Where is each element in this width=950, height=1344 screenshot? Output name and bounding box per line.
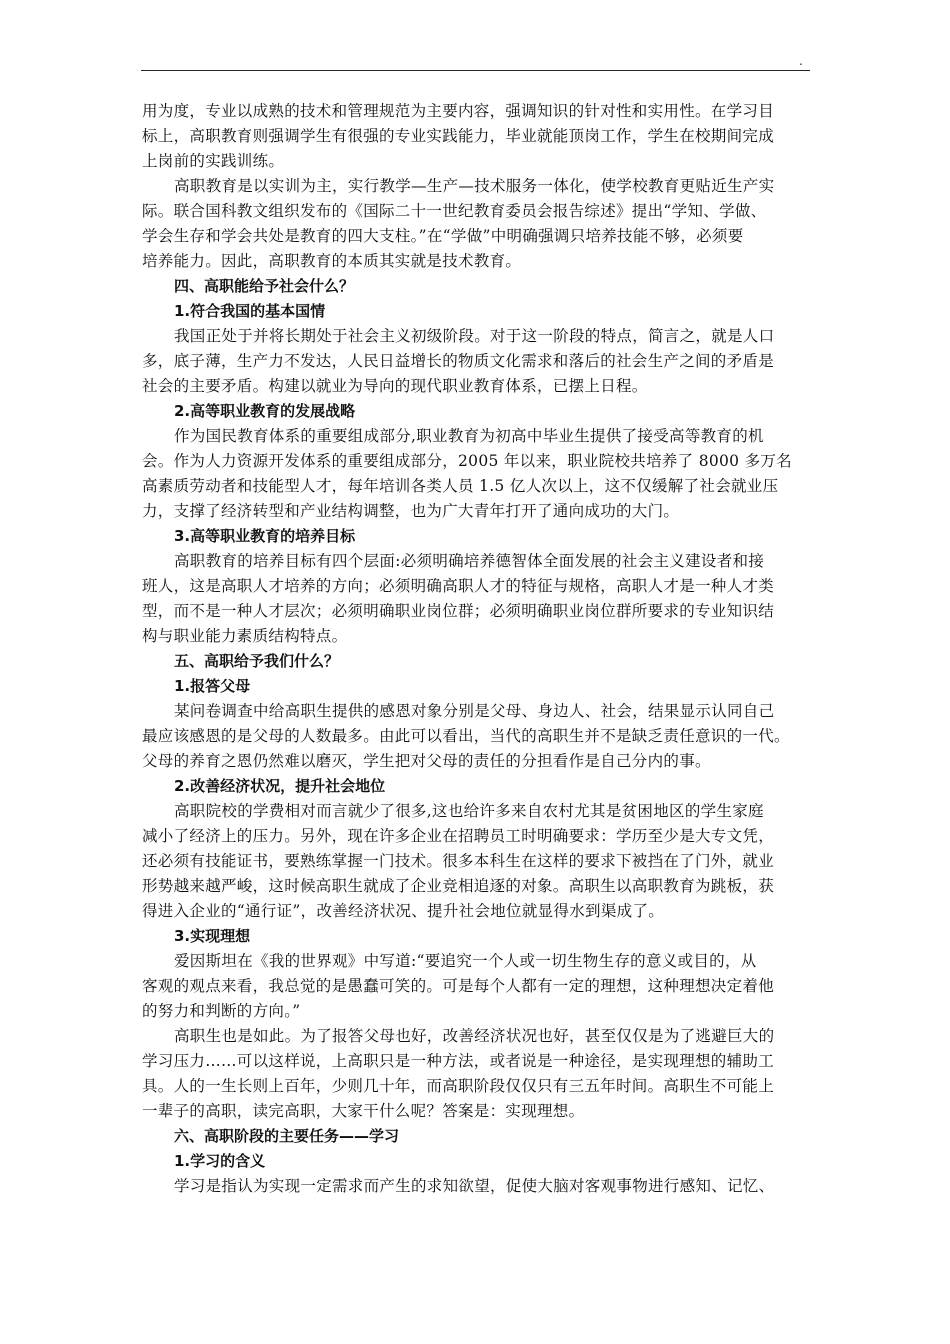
- paragraph: [142, 1024, 812, 1124]
- text-line: 学习压力……可以这样说，上高职只是一种方法，或者说是一种途径，是实现理想的辅助工: [142, 1052, 775, 1070]
- text-line: 高素质劳动者和技能型人才，每年培训各类人员 1.5 亿人次以上，这不仅缓解了社会就业压: [142, 477, 779, 495]
- section-heading: 1.报答父母: [174, 677, 251, 695]
- section-heading: 四、高职能给予社会什么？: [174, 277, 355, 295]
- text-line: 型，而不是一种人才层次；必须明确职业岗位群；必须明确职业岗位群所要求的专业知识结: [142, 602, 775, 620]
- text-line: 构与职业能力素质结构特点。: [142, 627, 348, 645]
- header-rule: [141, 70, 810, 71]
- text-line: 社会的主要矛盾。构建以就业为导向的现代职业教育体系，已摆上日程。: [142, 377, 648, 395]
- text-line: 减小了经济上的压力。另外，现在许多企业在招聘员工时明确要求：学历至少是大专文凭，: [142, 827, 775, 845]
- section-heading: 3.高等职业教育的培养目标: [174, 527, 356, 545]
- text-line: 我国正处于并将长期处于社会主义初级阶段。对于这一阶段的特点，简言之，就是人口: [174, 327, 775, 345]
- section-heading: 2.改善经济状况，提升社会地位: [174, 777, 386, 795]
- paragraph: [142, 424, 812, 524]
- text-line: 高职教育的培养目标有四个层面:必须明确培养德智体全面发展的社会主义建设者和接: [174, 552, 765, 570]
- document-body: [142, 99, 812, 1199]
- paragraph: [142, 99, 812, 174]
- text-line: 最应该感恩的是父母的人数最多。由此可以看出，当代的高职生并不是缺乏责任意识的一代。: [142, 727, 790, 745]
- text-line: 一辈子的高职，读完高职，大家干什么呢？答案是：实现理想。: [142, 1102, 585, 1120]
- section-heading: 五、高职给予我们什么？: [174, 652, 340, 670]
- text-line: 上岗前的实践训练。: [142, 152, 285, 170]
- paragraph: [142, 799, 812, 924]
- paragraph: [142, 174, 812, 274]
- text-line: 用为度，专业以成熟的技术和管理规范为主要内容，强调知识的针对性和实用性。在学习目: [142, 102, 775, 120]
- paragraph: [142, 549, 812, 649]
- text-line: 得进入企业的“通行证”，改善经济状况、提升社会地位就显得水到渠成了。: [142, 902, 665, 920]
- text-line: 标上，高职教育则强调学生有很强的专业实践能力，毕业就能顶岗工作，学生在校期间完成: [142, 127, 775, 145]
- text-line: 高职生也是如此。为了报答父母也好，改善经济状况也好，甚至仅仅是为了逃避巨大的: [174, 1027, 775, 1045]
- section-heading: 1.符合我国的基本国情: [174, 302, 326, 320]
- text-line: 力，支撑了经济转型和产业结构调整，也为广大青年打开了通向成功的大门。: [142, 502, 680, 520]
- section-heading: 1.学习的含义: [174, 1152, 266, 1170]
- text-line: 爱因斯坦在《我的世界观》中写道:“要追究一个人或一切生物生存的意义或目的，从: [174, 952, 757, 970]
- text-line: 学会生存和学会共处是教育的四大支柱。”在“学做”中明确强调只培养技能不够，必须要: [142, 227, 744, 245]
- text-line: 形势越来越严峻，这时候高职生就成了企业竞相追逐的对象。高职生以高职教育为跳板，获: [142, 877, 775, 895]
- paragraph: [142, 324, 812, 399]
- text-line: 多，底子薄，生产力不发达，人民日益增长的物质文化需求和落后的社会生产之间的矛盾是: [142, 352, 775, 370]
- text-line: 会。作为人力资源开发体系的重要组成部分，2005 年以来，职业院校共培养了 8000 多万名: [142, 452, 792, 470]
- paragraph: [142, 949, 812, 1024]
- text-line: 作为国民教育体系的重要组成部分,职业教育为初高中毕业生提供了接受高等教育的机: [174, 427, 764, 445]
- text-line: 班人，这是高职人才培养的方向；必须明确高职人才的特征与规格，高职人才是一种人才类: [142, 577, 775, 595]
- text-line: 培养能力。因此，高职教育的本质其实就是技术教育。: [142, 252, 522, 270]
- text-line: 还必须有技能证书，要熟练掌握一门技术。很多本科生在这样的要求下被挡在了门外，就业: [142, 852, 775, 870]
- text-line: 父母的养育之恩仍然难以磨灭，学生把对父母的责任的分担看作是自己分内的事。: [142, 752, 711, 770]
- paragraph: [142, 1174, 812, 1199]
- section-heading: 3.实现理想: [174, 927, 251, 945]
- header-mark: .: [799, 54, 803, 68]
- text-line: 具。人的一生长则上百年，少则几十年，而高职阶段仅仅只有三五年时间。高职生不可能上: [142, 1077, 775, 1095]
- text-line: 际。联合国科教文组织发布的《国际二十一世纪教育委员会报告综述》提出“学知、学做、: [142, 202, 767, 220]
- text-line: 某问卷调查中给高职生提供的感恩对象分别是父母、身边人、社会，结果显示认同自己: [174, 702, 775, 720]
- section-heading: 2.高等职业教育的发展战略: [174, 402, 356, 420]
- text-line: 高职院校的学费相对而言就少了很多,这也给许多来自农村尤其是贫困地区的学生家庭: [174, 802, 764, 820]
- paragraph: [142, 699, 812, 774]
- text-line: 的努力和判断的方向。”: [142, 1002, 301, 1020]
- text-line: 学习是指认为实现一定需求而产生的求知欲望，促使大脑对客观事物进行感知、记忆、: [174, 1177, 775, 1195]
- text-line: 高职教育是以实训为主，实行教学—生产—技术服务一体化，使学校教育更贴近生产实: [174, 177, 775, 195]
- section-heading: 六、高职阶段的主要任务——学习: [174, 1127, 400, 1145]
- text-line: 客观的观点来看，我总觉的是愚蠢可笑的。可是每个人都有一定的理想，这种理想决定着他: [142, 977, 775, 995]
